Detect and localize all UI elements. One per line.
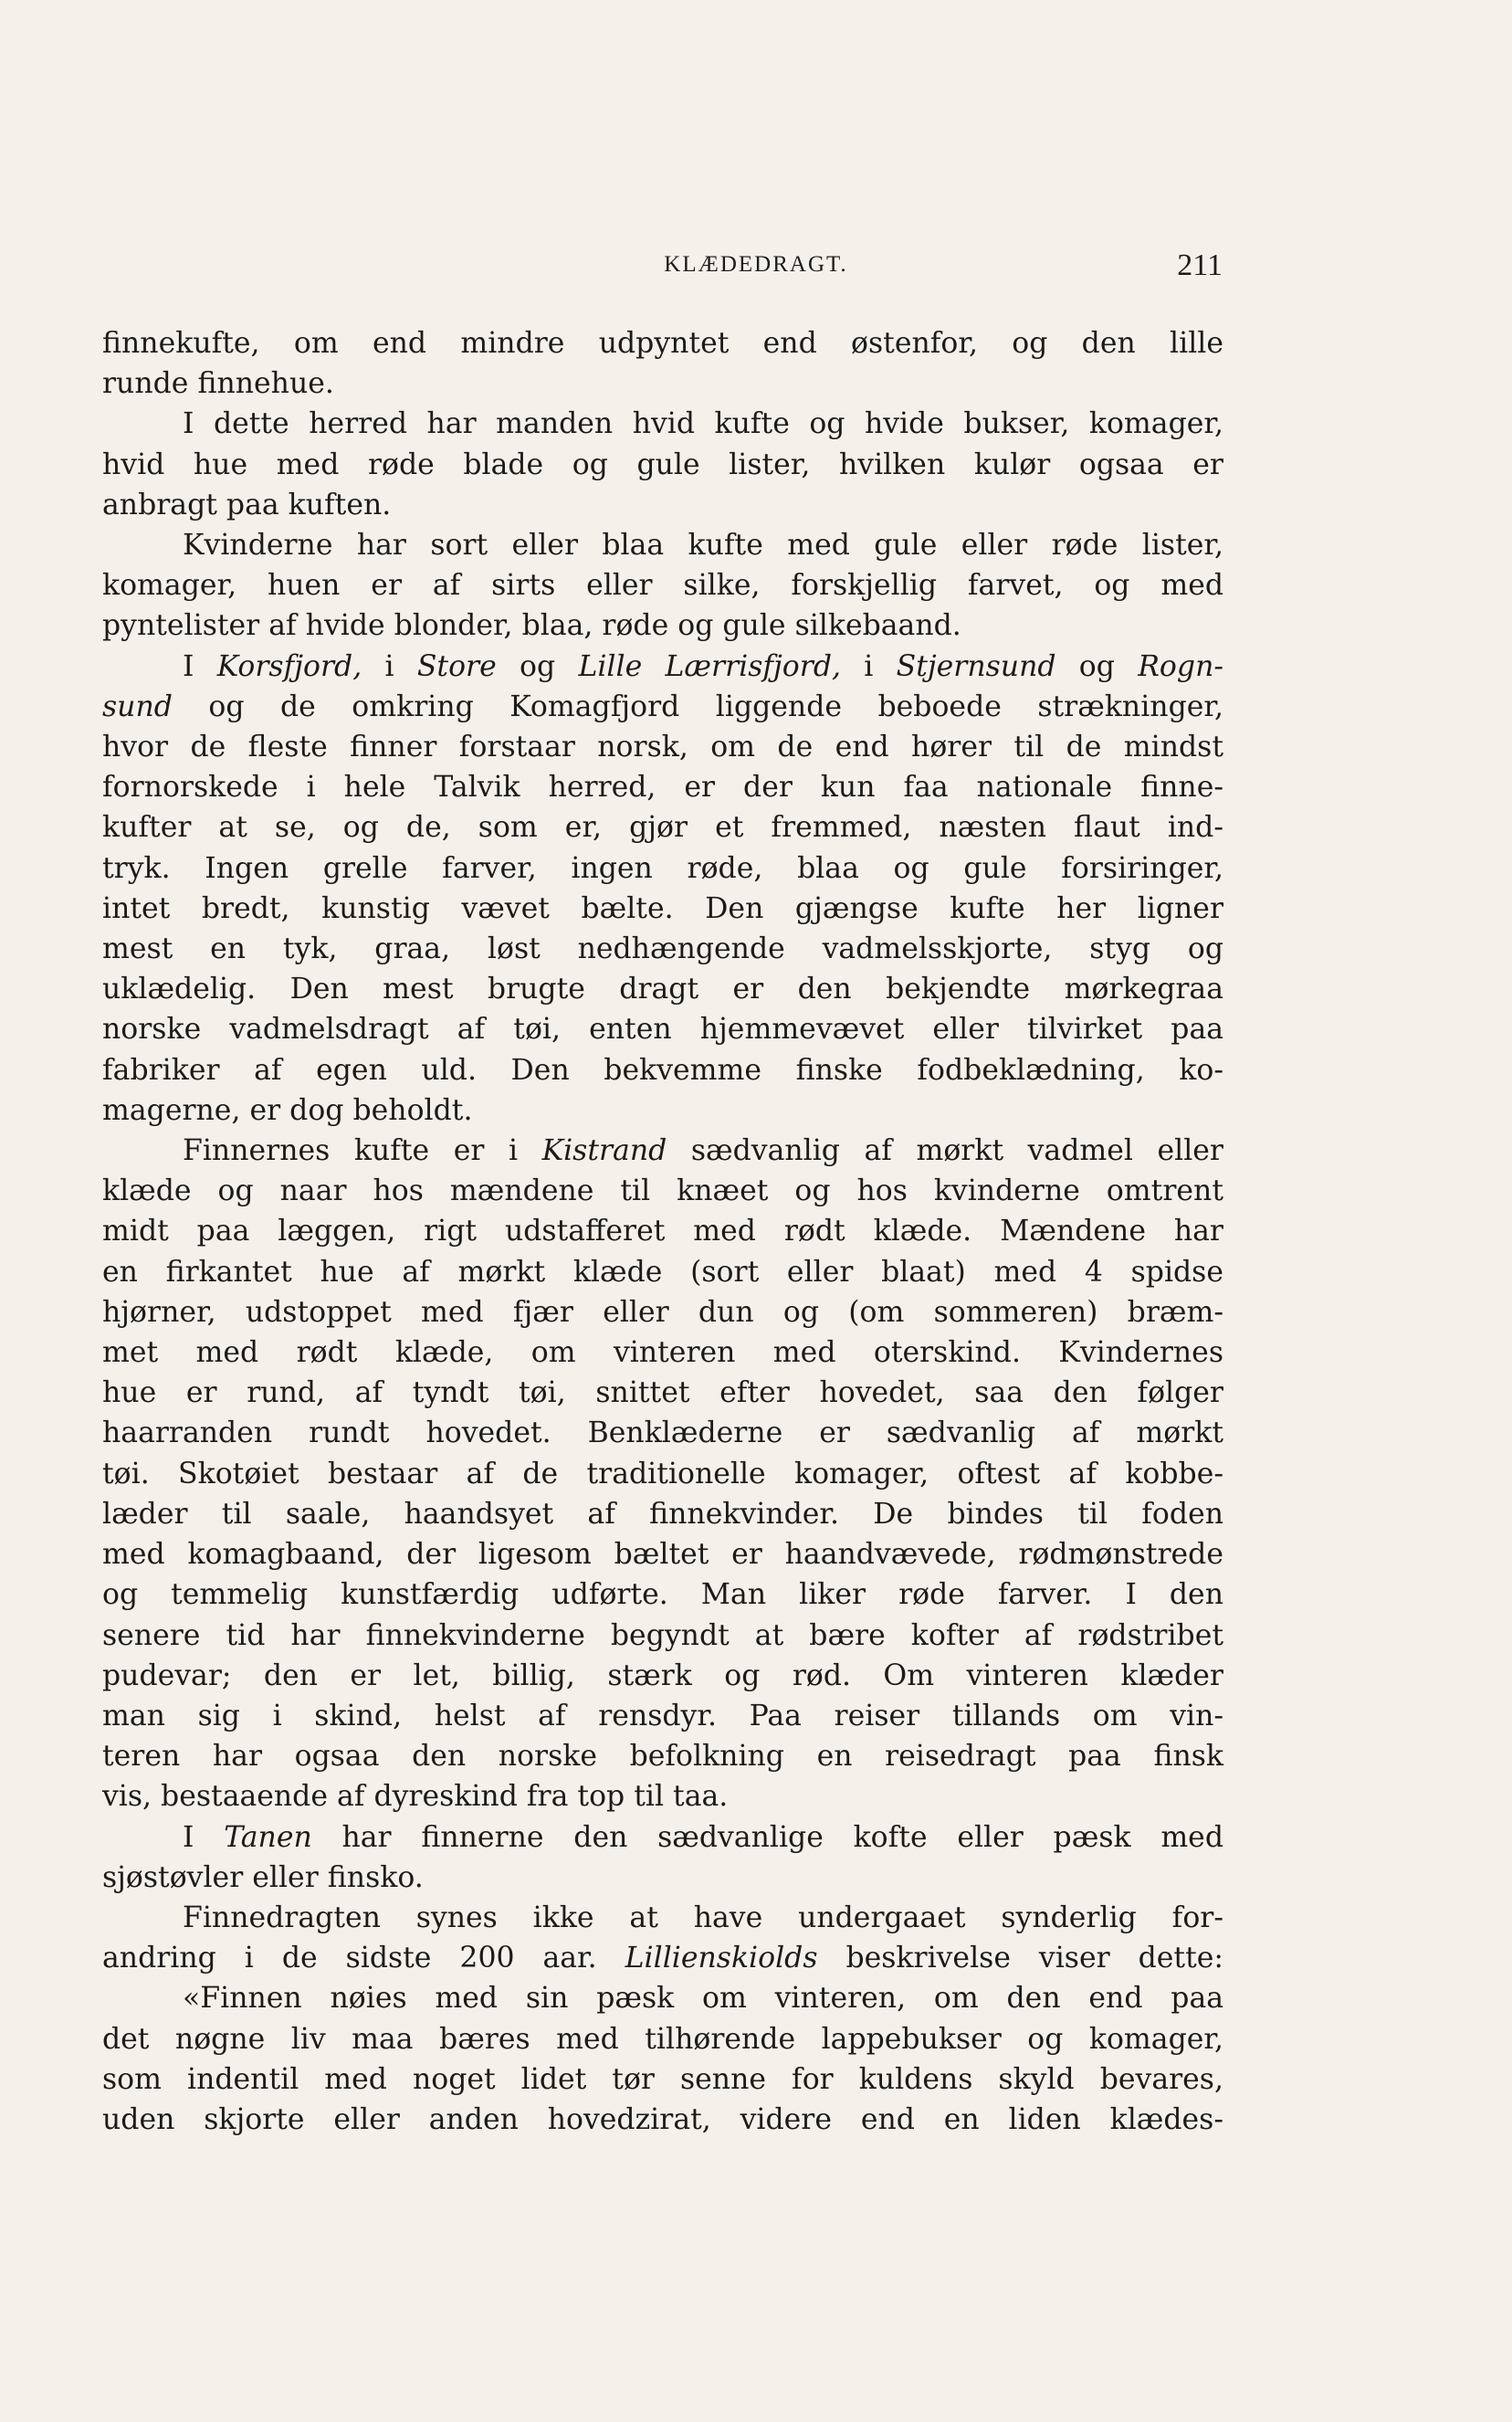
text-line: runde finnehue. xyxy=(102,367,334,401)
text-line: kufter at se, og de, som er, gjør et fremmed, næsten flaut ind- xyxy=(102,811,1223,845)
text-line: tøi. Skotøiet bestaar af de traditionelle komager, oftest af kobbe- xyxy=(102,1457,1223,1490)
text-line: sund og de omkring Komagfjord liggende beboede strækninger, xyxy=(102,690,1223,723)
text-line: I Tanen har finnerne den sædvanlige kofte eller pæsk med xyxy=(183,1820,1223,1854)
text-line: sjøstøvler eller finsko. xyxy=(102,1860,424,1894)
text-line: fabriker af egen uld. Den bekvemme finske fodbeklædning, ko- xyxy=(102,1053,1223,1087)
text-line: intet bredt, kunstig vævet bælte. Den gjængse kufte her ligner xyxy=(102,891,1223,925)
text-line: teren har ogsaa den norske befolkning en reisedragt paa finsk xyxy=(102,1740,1223,1774)
text-line: hvor de fleste finner forstaar norsk, om de end hører til de mindst xyxy=(102,731,1223,764)
text-line: mest en tyk, graa, løst nedhængende vadmelsskjorte, styg og xyxy=(102,932,1223,966)
text-line: fornorskede i hele Talvik herred, er der kun faa nationale finne- xyxy=(102,771,1223,805)
text-line: en firkantet hue af mørkt klæde (sort eller blaat) med 4 spidse xyxy=(102,1255,1223,1289)
body-text xyxy=(102,323,1223,2140)
text-line: klæde og naar hos mændene til knæet og hos kvinderne omtrent xyxy=(102,1174,1223,1208)
text-line: man sig i skind, helst af rensdyr. Paa reiser tillands om vin- xyxy=(102,1699,1223,1732)
text-line: I Korsfjord, i Store og Lille Lærrisfjord, i Stjernsund og Rogn- xyxy=(183,649,1223,683)
text-line: læder til saale, haandsyet af finnekvinder. De bindes til foden xyxy=(102,1497,1223,1531)
text-line: Finnernes kufte er i Kistrand sædvanlig af mørkt vadmel eller xyxy=(183,1134,1223,1168)
text-line: komager, huen er af sirts eller silke, forskjellig farvet, og med xyxy=(102,569,1223,603)
text-line: hvid hue med røde blade og gule lister, hvilken kulør ogsaa er xyxy=(102,448,1223,481)
text-line: I dette herred har manden hvid kufte og hvide bukser, komager, xyxy=(183,407,1223,441)
text-line: «Finnen nøies med sin pæsk om vinteren, om den end paa xyxy=(183,1982,1223,2016)
text-line: Finnedragten synes ikke at have undergaaet synderlig for- xyxy=(183,1901,1223,1934)
text-line: hue er rund, af tyndt tøi, snittet efter hovedet, saa den følger xyxy=(102,1376,1223,1410)
page-number: 211 xyxy=(1177,248,1223,282)
text-line: midt paa læggen, rigt udstafferet med rødt klæde. Mændene har xyxy=(102,1215,1223,1248)
text-line: norske vadmelsdragt af tøi, enten hjemmevævet eller tilvirket paa xyxy=(102,1013,1223,1047)
text-line: med komagbaand, der ligesom bæltet er haandvævede, rødmønstrede xyxy=(102,1538,1223,1572)
text-line: hjørner, udstoppet med fjær eller dun og (om sommeren) bræm- xyxy=(102,1295,1223,1329)
text-line: tryk. Ingen grelle farver, ingen røde, blaa og gule forsiringer, xyxy=(102,851,1223,885)
text-line: met med rødt klæde, om vinteren med oterskind. Kvindernes xyxy=(102,1336,1223,1370)
running-head: KLÆDEDRAGT. xyxy=(664,252,848,277)
text-line: og temmelig kunstfærdig udførte. Man liker røde farver. I den xyxy=(102,1578,1223,1612)
text-line: anbragt paa kuften. xyxy=(102,488,392,521)
text-line: uklædelig. Den mest brugte dragt er den bekjendte mørkegraa xyxy=(102,973,1223,1006)
text-line: uden skjorte eller anden hovedzirat, videre end en liden klædes- xyxy=(102,2102,1223,2136)
text-line: senere tid har finnekvinderne begyndt at bære kofter af rødstribet xyxy=(102,1618,1223,1652)
text-line: pyntelister af hvide blonder, blaa, røde og gule silkebaand. xyxy=(102,609,961,643)
text-line: haarranden rundt hovedet. Benklæderne er sædvanlig af mørkt xyxy=(102,1416,1223,1450)
text-line: pudevar; den er let, billig, stærk og rød. Om vinteren klæder xyxy=(102,1659,1223,1692)
text-line: det nøgne liv maa bæres med tilhørende lappebukser og komager, xyxy=(102,2022,1223,2056)
page-header xyxy=(0,248,1512,289)
text-line: finnekufte, om end mindre udpyntet end østenfor, og den lille xyxy=(102,327,1223,360)
text-line: magerne, er dog beholdt. xyxy=(102,1093,473,1127)
text-line: vis, bestaaende af dyreskind fra top til taa. xyxy=(102,1780,729,1814)
text-line: som indentil med noget lidet tør senne for kuldens skyld bevares, xyxy=(102,2062,1223,2096)
text-line: andring i de sidste 200 aar. Lillienskiolds beskrivelse viser dette: xyxy=(102,1942,1223,1975)
text-line: Kvinderne har sort eller blaa kufte med gule eller røde lister, xyxy=(183,529,1223,563)
